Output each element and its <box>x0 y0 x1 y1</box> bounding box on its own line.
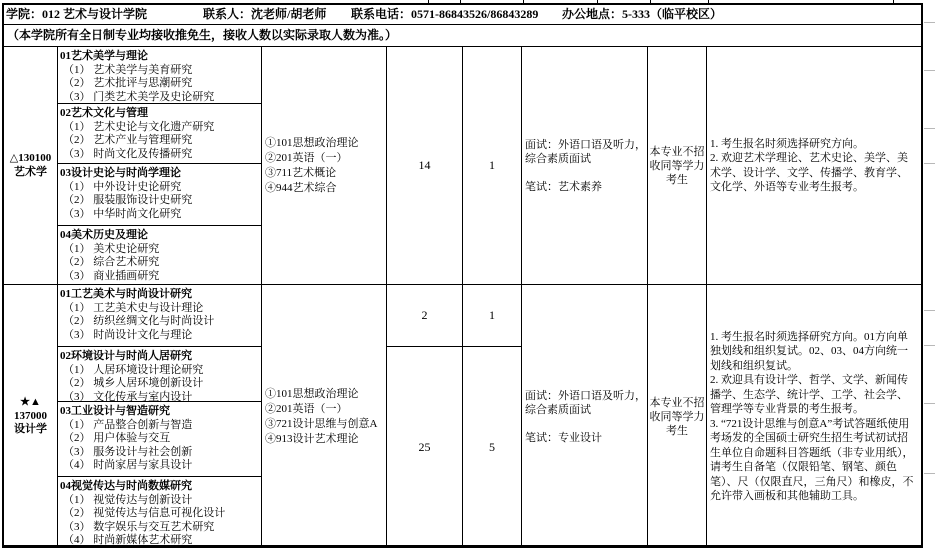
quota-b-row1: 1 <box>463 285 521 347</box>
quota-a-row2: 25 <box>418 439 431 454</box>
direction-item: （3） 文化传承与室内设计 <box>63 390 193 403</box>
direction-item: （2） 城乡人居环境创新设计 <box>63 377 204 389</box>
section-art-studies <box>4 47 921 285</box>
direction-item: （3） 时尚文化及传播研究 <box>63 147 193 160</box>
major-name: 艺术学 <box>14 165 47 178</box>
exam-subject: ③711艺术概论 <box>265 166 337 179</box>
major-code-cell <box>4 47 58 284</box>
quota-b-value: 1 <box>489 157 495 172</box>
exam-subjects-cell <box>262 47 387 284</box>
major-name: 设计学 <box>14 423 47 436</box>
direction-item: （2） 视觉传达与信息可视化设计 <box>63 507 226 519</box>
exam-subject: ①101思想政治理论 <box>265 387 359 400</box>
direction-item: （2） 艺术产业与管理研究 <box>63 134 193 146</box>
exam-subject: ②201英语（一） <box>265 402 348 415</box>
contact-phone: 联系电话：0571-86843526/86843289 <box>351 7 539 21</box>
direction-title: 04视觉传达与时尚数媒研究 <box>60 480 192 492</box>
direction-item: （1） 美术史论研究 <box>63 242 160 255</box>
direction-block <box>58 226 261 284</box>
quota-a-cell <box>387 47 463 284</box>
college-name: 学院：012 艺术与设计学院 <box>6 7 148 21</box>
direction-item: （1） 中外设计史论研究 <box>63 180 182 193</box>
direction-item: （4） 时尚家居与家具设计 <box>63 459 193 471</box>
retest-line: 综合素质面试 <box>525 403 591 416</box>
major-code: 137000 <box>14 409 47 422</box>
remark-item: 2. 欢迎艺术学理论、艺术史论、美学、美术学、设计学、文学、传播学、教育学、文化学、外语等专业考生报考。 <box>710 152 908 193</box>
quota-b-cell <box>463 47 522 284</box>
direction-title: 03设计史论与时尚学理论 <box>60 167 181 179</box>
direction-title: 02环境设计与时尚人居研究 <box>60 350 192 362</box>
gridline-stub <box>924 403 935 404</box>
quota-a-cell <box>387 285 463 548</box>
direction-title: 03工业设计与智造研究 <box>60 405 170 417</box>
direction-item: （3） 商业插画研究 <box>63 269 160 282</box>
gridline-stub <box>924 473 935 474</box>
remark-item: 3. “721设计思维与创意A”考试答题纸使用考场发的全国硕士研究生招生考试初试招生单位自命题科目答题纸（非专业用纸），请考生自备笔（仅限铅笔、钢笔、颜色笔）、尺（仅限直尺，三角尺）和橡皮，不允许带入画板和其他辅助工具。 <box>710 417 914 502</box>
exam-subject: ②201英语（一） <box>265 151 348 164</box>
retest-line <box>525 417 647 431</box>
remark-item: 2. 欢迎具有设计学、哲学、文学、新闻传播学、生态学、统计学、工学、社会学、管理学等专业背景的考生报考。 <box>710 374 908 415</box>
retest-cell <box>522 285 648 548</box>
gridline-stub <box>924 128 935 129</box>
admissions-table <box>2 3 923 548</box>
retest-line <box>525 166 647 180</box>
retest-line: 面试：外语口语及听力， <box>525 389 646 402</box>
direction-item: （3） 服务设计与社会创新 <box>63 445 193 458</box>
remarks-cell <box>707 285 921 548</box>
direction-item: （1） 工艺美术史与设计理论 <box>63 301 204 314</box>
direction-item: （1） 视觉传达与创新设计 <box>63 493 193 506</box>
quota-a-value: 14 <box>418 157 431 172</box>
direction-item: （1） 艺术史论与文化遗产研究 <box>63 120 215 133</box>
retest-cell <box>522 47 648 284</box>
contact-person: 联系人：沈老师/胡老师 <box>203 7 327 21</box>
direction-title: 02艺术文化与管理 <box>60 107 148 119</box>
exam-subjects-cell <box>262 285 387 548</box>
direction-title: 01艺术美学与理论 <box>60 50 148 62</box>
quota-b-cell <box>463 285 522 548</box>
direction-item: （3） 时尚设计文化与理论 <box>63 328 193 341</box>
direction-item: （3） 中华时尚文化研究 <box>63 207 182 220</box>
exam-subject: ①101思想政治理论 <box>265 136 359 149</box>
direction-item: （2） 艺术批评与思潮研究 <box>63 77 193 89</box>
major-flags: ★▲ <box>20 396 41 409</box>
gridline-stub <box>924 310 935 311</box>
college-header-row <box>4 5 921 25</box>
research-directions-cell <box>58 47 262 284</box>
direction-item: （3） 数字娱乐与交互艺术研究 <box>63 520 215 533</box>
retest-line: 面试：外语口语及听力， <box>525 138 646 151</box>
direction-item: （4） 时尚新媒体艺术研究 <box>63 534 193 546</box>
notice-row: （本学院所有全日制专业均接收推免生，接收人数以实际录取人数为准。） <box>4 25 921 47</box>
direction-item: （1） 人居环境设计理论研究 <box>63 363 204 376</box>
direction-block <box>58 47 261 104</box>
retest-line: 笔试：专业设计 <box>525 431 602 444</box>
retest-line: 综合素质面试 <box>525 152 591 165</box>
direction-block <box>58 402 261 477</box>
direction-block <box>58 285 261 347</box>
retest-line: 笔试：艺术素养 <box>525 180 602 193</box>
direction-item: （2） 服装服饰设计史研究 <box>63 194 193 206</box>
direction-item: （2） 用户体验与交互 <box>63 432 171 444</box>
equivalency-cell: 本专业不招收同等学力考生 <box>648 285 707 548</box>
direction-item: （1） 艺术美学与美育研究 <box>63 63 193 76</box>
direction-item: （3） 门类艺术美学及史论研究 <box>63 90 215 103</box>
remarks-cell <box>707 47 921 284</box>
major-code-cell <box>4 285 58 548</box>
section-design-studies <box>4 285 921 548</box>
exam-subject: ③721设计思维与创意A <box>265 417 378 430</box>
exam-subject: ④944艺术综合 <box>265 181 337 194</box>
quota-a-row1: 2 <box>387 285 462 347</box>
major-code: △130100 <box>9 152 52 164</box>
direction-title: 04美术历史及理论 <box>60 229 148 241</box>
gridline-stub <box>924 345 935 346</box>
research-directions-cell <box>58 285 262 548</box>
direction-item: （2） 综合艺术研究 <box>63 256 160 268</box>
direction-block <box>58 477 261 548</box>
direction-item: （2） 纺织丝绸文化与时尚设计 <box>63 315 215 327</box>
equivalency-cell: 本专业不招收同等学力考生 <box>648 47 707 284</box>
gridline-stub <box>924 22 935 23</box>
table-body <box>4 47 921 548</box>
direction-block <box>58 104 261 164</box>
quota-b-row2: 5 <box>489 439 495 454</box>
direction-block <box>58 164 261 226</box>
direction-item: （1） 产品整合创新与智造 <box>63 418 193 431</box>
remark-item: 1. 考生报名时须选择研究方向。 <box>710 137 864 150</box>
gridline-stub <box>924 163 935 164</box>
direction-block <box>58 347 261 402</box>
exam-subject: ④913设计艺术理论 <box>265 432 359 445</box>
direction-title: 01工艺美术与时尚设计研究 <box>60 288 192 300</box>
gridline-stub <box>924 70 935 71</box>
remark-item: 1. 考生报名时须选择研究方向。01方向单独划线和组织复试。02、03、04方向统一划线和组织复试。 <box>710 330 908 372</box>
office-location: 办公地点：5-333（临平校区） <box>562 7 722 21</box>
